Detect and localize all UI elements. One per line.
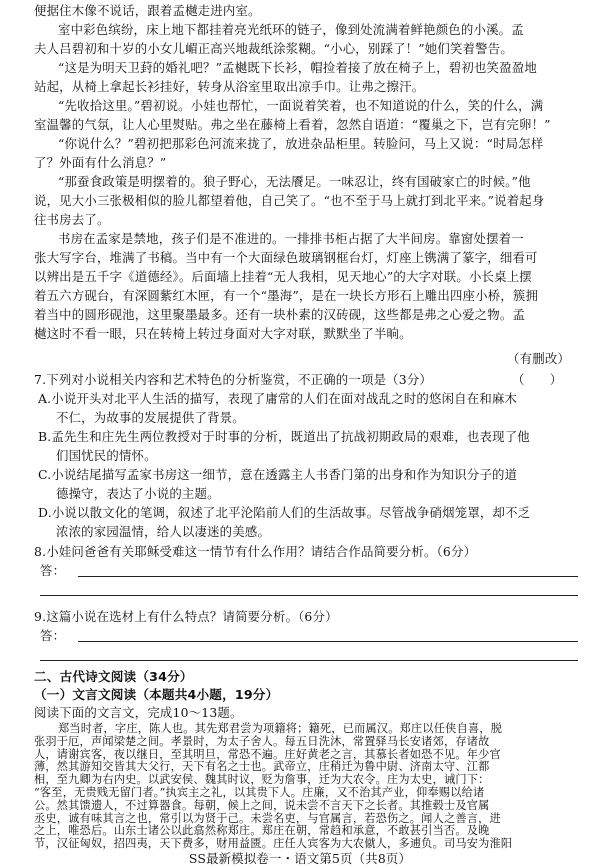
- story-line: 室中彩色缤纷，床上地下都挂着亮光纸环的链子，像到处流满着鲜艳颜色的小溪。孟: [58, 22, 524, 37]
- story-line: 书房在孟家是禁地，孩子们是不准进的。一排排书柜占据了大半间房。靠窗处摆着一: [58, 231, 524, 246]
- story-line: 张大写字台，堆满了书稿。当中有一个大面绿色玻璃钢框台灯，灯座上镌满了篆字，细看可: [34, 250, 538, 265]
- story-line: “那蚕食政策是明摆着的。狼子野心，无法餍足。一味忍让，终有国破家亡的时候。”他: [58, 174, 531, 189]
- option-a-cont: 不仁，为故事的发展提供了背景。: [56, 410, 245, 425]
- classical-line: 相，至九卿为右内史。以武安侯、魏其时议，贬为詹事，迁为大农令。庄为太史，诫门下：: [34, 773, 490, 787]
- answer-line[interactable]: [40, 660, 578, 661]
- story-line: “先收拾这里。”碧初说。小娃也帮忙，一面说着笑着，也不知道说的什么，笑的什么，满: [58, 98, 544, 113]
- story-line: 站起，从椅上拿起长衫挂好，转身从浴室里取出凉手巾。让弗之擦汗。: [34, 79, 425, 94]
- classical-line: 郑当时者，字庄，陈人也。其先郑君尝为项籍将；籍死，已而属汉。郑庄以任侠自喜，脱: [58, 722, 503, 735]
- option-d-cont: 浓浓的家园温情，给人以凄迷的美感。: [56, 524, 271, 539]
- classical-line: 节，汉征匈奴，招四夷，天下费多，财用益匮。庄任人宾客为大农僦人，多逋负。司马安为淮阳: [34, 837, 513, 851]
- answer-bracket[interactable]: （ ）: [512, 372, 563, 387]
- option-b-cont: 们国忧民的情怀。: [56, 448, 157, 463]
- story-line: 便据住木像不说话，跟着孟樾走进内室。: [34, 3, 261, 18]
- answer-line[interactable]: [78, 576, 578, 577]
- question-9-stem: 9.这篇小说在选材上有什么特点？请简要分析。（6分）: [34, 609, 338, 624]
- option-a[interactable]: A.小说开头对北平人生活的描写，表现了庸常的人们在面对战乱之时的悠闲自在和麻木: [38, 391, 518, 406]
- section-subheading: （一）文言文阅读（本题共4小题，19分）: [34, 687, 279, 702]
- page-footer: SS最新模拟卷一・语文第5页（共8页）: [188, 851, 412, 866]
- classical-line: 人，请谢宾客，夜以继日，至其明旦，常恐不遍。庄好黄老之言，其慕长者如恐不见。年少官: [34, 747, 501, 761]
- section-instruction: 阅读下面的文言文，完成10～13题。: [34, 705, 243, 720]
- source-note: （有删改）: [507, 351, 570, 366]
- classical-line: 丞史，诚有味其言之也，常引以为贤于己。未尝名吏，与官属言，若恐伤之。闻人之善言，进: [34, 811, 501, 825]
- question-8-stem: 8.小娃问爸爸有关耶稣受难这一情节有什么作用？请结合作品简要分析。（6分）: [34, 544, 477, 559]
- option-c[interactable]: C.小说结尾描写孟家书房这一细节，意在透露主人书香门第的出身和作为知识分子的道: [38, 467, 518, 482]
- story-line: “你说什么？”碧初把那彩色河流来拢了，放进杂品柜里。转脸问，马上又说：“时局怎样: [58, 136, 544, 151]
- story-line: 了？外面有什么消息？”: [34, 155, 167, 170]
- classical-line: 之上，唯恐后。山东士诸公以此翕然称郑庄。郑庄在朝，常趋和承意，不敢甚引当否。及晚: [34, 824, 490, 838]
- classical-line: 张羽于厄，声闻梁楚之间。孝景时，为太子舍人。每五日洗沐，常置驿马长安诸郊，存诸故: [34, 734, 490, 748]
- answer-line[interactable]: [40, 595, 578, 596]
- story-line: 着五六方砚台，有深圆紫红木匣，有一个“墨海”，是在一块长方形石上雕出四座小桥，簇拥: [34, 288, 539, 303]
- answer-label: 答：: [40, 628, 66, 643]
- story-line: 夫人吕碧初和十岁的小女儿嵋正高兴地裁纸涂浆糊。“小心，别踩了！”她们笑着警告。: [34, 41, 513, 56]
- story-line: 着当中的圆形砚池，这里聚墨最多。还有一块朴素的汉砖砚，这些都是弗之心爱之物。孟: [34, 307, 526, 322]
- option-d[interactable]: D.小说以散文化的笔调，叙述了北平沦陷前人们的生活故事。尽管战争硝烟笼罩，却不乏: [38, 505, 531, 520]
- option-c-cont: 德操守，表达了小说的主题。: [56, 486, 220, 501]
- story-line: 樾这时不看一眼，只在转椅上转过身面对大字对联，默默坐了半晌。: [34, 326, 412, 341]
- story-line: 室温馨的气氛，让人心里熨贴。弗之坐在藤椅上看着，忽然自语道：“覆巢之下，岂有完卵！”: [34, 117, 551, 132]
- classical-line: 公。然其馈遗人，不过算器食。每朝，候上之间，说未尝不言天下之长者。其推毂士及官属: [34, 798, 490, 812]
- question-7-stem: 7.下列对小说相关内容和艺术特色的分析鉴赏，不正确的一项是（3分）: [34, 372, 433, 387]
- story-line: 以辨出是五千字《道德经》。后面墙上挂着“无人我相，见天地心”的大字对联。小长桌上摆: [34, 269, 532, 284]
- answer-label: 答：: [40, 563, 66, 578]
- classical-line: “客至，无贵贱无留门者。”执宾主之礼，以其贵下人。庄廉，又不治其产业，仰奉赐以给诸: [34, 786, 485, 799]
- story-line: “这是为明天卫葑的婚礼吧？”孟樾既下长衫，帽捡着接了放在椅子上，碧初也笑盈盈地: [58, 60, 537, 75]
- section-heading: 二、古代诗文阅读（34分）: [34, 669, 193, 684]
- option-b[interactable]: B.孟先生和庄先生两位教授对于时事的分析，既道出了抗战初期政局的艰难，也表现了他: [38, 429, 530, 444]
- story-line: 说，见大小三张极相似的脸儿都望着他，自己笑了。“也不至于马上就打到北平来。”说着起身: [34, 193, 545, 208]
- answer-line[interactable]: [78, 641, 578, 642]
- classical-line: 薄，然其游知交皆其大父行，天下有名之士也。武帝立，庄稍迁为鲁中尉、济南太守、江都: [34, 760, 490, 774]
- story-line: 往书房去了。: [34, 212, 110, 227]
